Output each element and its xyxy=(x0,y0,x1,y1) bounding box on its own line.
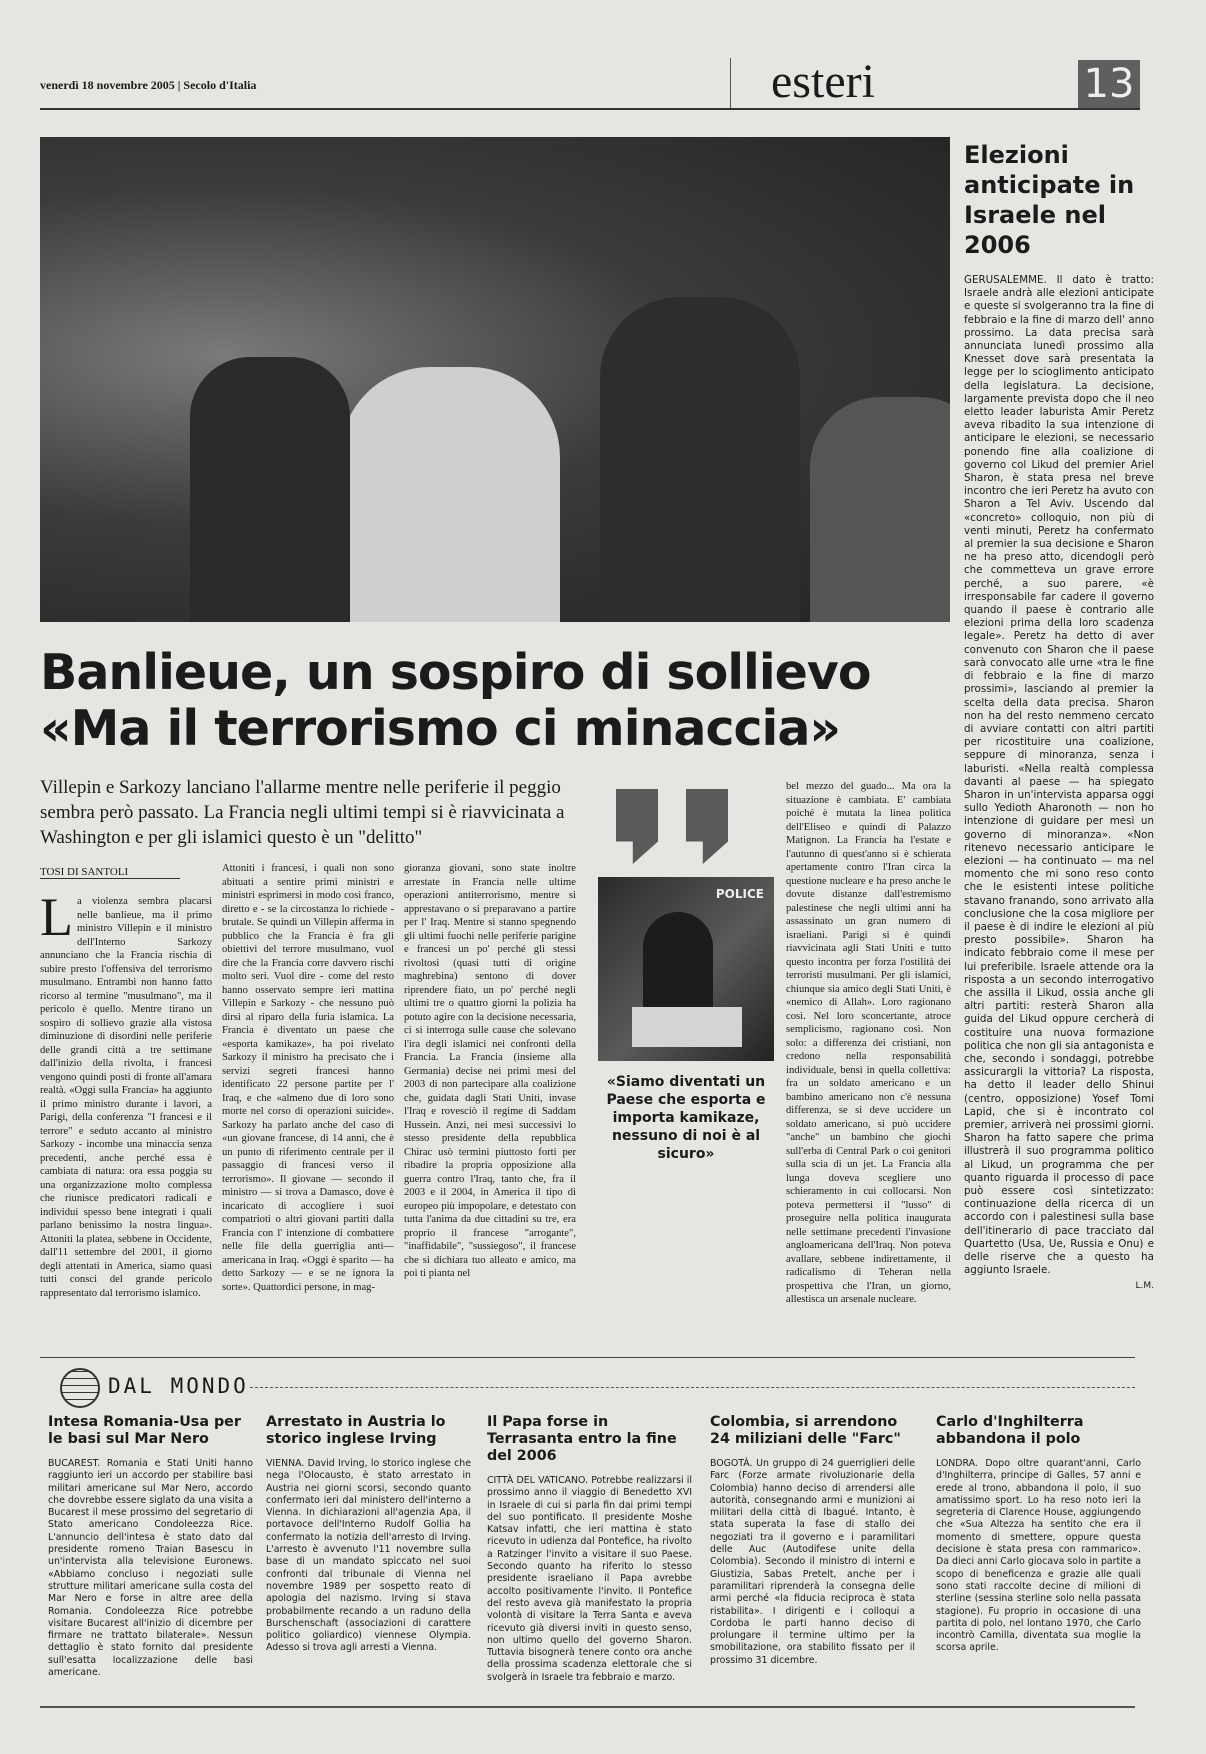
brief-item xyxy=(487,1414,692,1684)
brief-item xyxy=(936,1414,1141,1655)
page-date: venerdì 18 novembre 2005 | Secolo d'Italia xyxy=(40,78,257,92)
headline-line-1: Banlieue, un sospiro di sollievo xyxy=(40,644,871,701)
police-sign: POLICE xyxy=(715,887,764,901)
article-column-3: gioranza giovani, sono state inoltre arrestate in Francia nelle ultime operazioni antiterrorismo, mentre si apprestavano o si preparavano a partire per l' Iraq. Mentre si stanno spegnendo gli ultimi fuochi nelle periferie parigine e francesi un po' perché gli stessi rivoltosi (quasi tutti di origine maghrebina) sentono di dover riprendere fiato, un po' perché negli ultimi tre o quattro giorni la polizia ha potuto agire con la decisione necessaria, ci si interroga sulle cause che solevano l'ira degli islamici nei confronti della Francia. La Francia (insieme alla Germania) decise nei primi mesi del 2003 di non partecipare alla coalizione che, guidata dagli Stati Uniti, invase l'Iraq e rovesciò il regime di Saddam Hussein. Anzi, nei mesi successivi lo stesso presidente della repubblica Chirac usò termini piuttosto forti per ribadire la propria opposizione alla guerra contro l'Iraq, tanto che, fra il 2003 e il 2004, in America il tipo di europeo più impopolare, e detestato con tutta l'anima da due cittadini su tre, era proprio il francese "arrogante", "inaffidabile", "sussiegoso", il francese che si dichiara tuo alleato e amico, ma poi ti pianta nel xyxy=(404,863,576,1279)
brief-title: Colombia, si arrendono 24 miliziani delle "Farc" xyxy=(710,1414,901,1447)
dal-mondo-banner xyxy=(60,1364,250,1404)
brief-item xyxy=(710,1414,915,1667)
page-header xyxy=(40,55,1140,110)
brief-text: BUCAREST. Romania e Stati Uniti hanno raggiunto ieri un accordo per stabilire basi militari americane sul Mar Nero, accordo che dovrebbe essere siglato da una visita a Bucarest il mese prossimo del segretario di Stato americano Condoleezza Rice. L'annuncio dell'intesa è stato dato dal presidente romeno Traian Basescu in un'intervista alla televisione Euronews. «Abbiamo concluso i negoziati sulle strutture militari americane sulla costa del Mar Nero e forse in altre aree della Romania. Condoleezza Rice potrebbe visitare Bucarest all'inizio di dicembre per firmare ne trattato bilaterale». Nessun dettaglio è stato fornito dal presidente sull'esatta localizzazione delle basi americane. xyxy=(48,1458,253,1679)
article-byline: TOSI DI SANTOLI xyxy=(40,866,180,879)
sidebar-title: Elezioni anticipate in Israele nel 2006 xyxy=(964,141,1135,259)
brief-text: BOGOTÀ. Un gruppo di 24 guerriglieri delle Farc (Forze armate rivoluzionarie della Colombia) hanno deciso di arrendersi alle autorità, consegnando armi e munizioni ai militari della città di Ibagué. Intanto, è stata superata la fase di stallo dei negoziati tra il governo e i paramilitari delle Auc (Autodifese unite della Colombia). Secondo il ministro di interni e Giustizia, Sabas Pretelt, anche per i paramilitari riprenderà la consegna delle armi perché «la fiducia reciproca è stata ristabilita». I dirigenti e i colloqui a Cordoba le parti hanno deciso di prolungare il termine ultimo per la smobilitazione, ora stabilito fissato per il prossimo 31 dicembre. xyxy=(710,1458,915,1666)
globe-icon xyxy=(60,1368,100,1408)
dal-mondo-label: DAL MONDO xyxy=(108,1374,249,1398)
dropcap: L xyxy=(40,887,73,947)
headline-line-2: «Ma il terrorismo ci minaccia» xyxy=(40,700,841,757)
section-title: esteri xyxy=(730,58,991,108)
article-subheadline: Villepin e Sarkozy lanciano l'allarme mentre nelle periferie il peggio sembra però passato. La Francia negli ultimi tempi si è riavvicinata a Washington e per gli islamici questo è un "delitto" xyxy=(40,777,565,848)
brief-item xyxy=(48,1414,253,1679)
brief-item xyxy=(266,1414,471,1655)
column-1-text: a violenza sembra placarsi nelle banlieue, ma il primo ministro Villepin e il ministro dell'Interno Sarkozy annunciano che la Francia rischia di subire presto l'offensiva del terrorismo musulmano. Entrambi non hanno fatto ricorso al termine "musulmano", ma il pericolo è quello. Mentre tirano un sospiro di sollievo grazie alla vistosa diminuzione di disordini nelle periferie delle grandi città a tre settimane dall'inizio della rivolta, i francesi vengono quindi posti di fronte all'amara realtà. «Oggi sulla Francia» ha aggiunto il primo ministro durante i lavori, a Parigi, della conferenza "I francesi e il terrore" e seduto accanto al ministro Sarkozy - incombe una minaccia senza precedenti, anche perché essa è cambiata di natura: ora essa poggia su una organizzazione molto complessa che riunisce predicatori radicali e individui spesso bene integrati i quali parlano benissimo la nostra lingua». Attoniti la platea, sebbene in Occidente, dall'11 settembre del 2001, il giorno degli attentati in America, siamo quasi tutti consci del grande pericolo rappresentato dal terrorismo islamico. xyxy=(40,896,212,1299)
paper-name: Secolo d'Italia xyxy=(183,78,257,92)
article-column-1 xyxy=(40,887,212,1300)
brief-text: VIENNA. David Irving, lo storico inglese che nega l'Olocausto, è stato arrestato in Austria nei giorni scorsi, secondo quanto confermato ieri dal ministero dell'interno a Vienna. In dichiarazioni all'agenzia Apa, il portavoce dell'Interno Rudolf Gollia ha confermato la notizia dell'arresto di Irving. L'arresto è avvenuto l'11 novembre sulla base di un mandato spiccato nel suoi confronti dal tribunale di Vienna nel novembre 1989 per sospetto reato di apologia del nazismo. Irving si stava probabilmente recando a un raduno della Burschenschaft (associazioni di carattere politico goliardico) viennese Olympia. Adesso si trova agli arresti a Vienna. xyxy=(266,1458,471,1654)
brief-title: Carlo d'Inghilterra abbandona il polo xyxy=(936,1414,1084,1447)
brief-text: CITTÀ DEL VATICANO. Potrebbe realizzarsi il prossimo anno il viaggio di Benedetto XVI in Israele di cui si parla fin dai primi tempi del suo pontificato. Il presidente Moshe Katsav infatti, che ieri mattina è stato ricevuto in udienza dal Pontefice, ha rivolto a Ratzinger l'invito a visitare il suo Paese. Secondo quanto ha riferito lo stesso presidente israeliano il Papa avrebbe accolto positivamente l'invito. Il Pontefice del resto aveva già manifestato la propria volontà di visitare la Terra Santa e aveva ricevuto già diversi inviti in questo senso, non ultimo quello del governo Sharon. Tuttavia bisognerà tenere conto ora anche della prossima scadenza elettorale che si svolgerà in Israele tra febbraio e marzo. xyxy=(487,1475,692,1683)
quote-marks-icon xyxy=(616,789,736,864)
sidebar-text: GERUSALEMME. Il dato è tratto: Israele andrà alle elezioni anticipate e queste si svolgeranno tra la fine di febbraio e la fine di marzo dell' anno prossimo. La data precisa sarà annunciata lunedì prossimo alla Knesset dove sarà presentata la legge per lo scioglimento anticipato della legislatura. La decisione, largamente prevista dopo che il neo eletto leader laburista Amir Peretz aveva ribadito la sua intenzione di anticipare le elezioni, se necessario ponendo fine alla coalizione di governo col Likud del premier Ariel Sharon, è stata presa nel breve incontro che ieri Peretz ha avuto con Sharon a Tel Aviv. Uscendo dal «concreto» colloquio, non più di venti minuti, Peretz ha confermato al premier la sua decisione e Sharon ne ha preso atto, dicendogli però che commetteva un grave errore perché, a suo parere, «è irresponsabile far cadere il governo quando il paese è contrario alle elezioni prima della loro scadenza legale». Peretz ha detto di aver convenuto con Sharon che il paese sarà convocato alle urne «tra le fine di febbraio e la fine di marzo prossimi», lasciando al premier la scelta della data precisa. Sharon non ha del resto nemmeno cercato di avviare contatti con altri partiti per ricostituire una coalizione, seppure di minoranza, senza i laburisti. «Nella realtà complessa davanti al paese — ha spiegato Sharon in un'intervista apparsa oggi sullo Yedioth Aharonoth — non ho intenzione di guidare per mesi un governo di minoranza». «Non ritenevo necessario anticipare le elezioni — ha continuato — ma nel momento che mi sono reso conto che le esistenti intese politiche stavano franando, sono arrivato alla conclusione che la cosa migliore per il paese è di indire le elezioni al più presto possibile». Sharon ha indicato febbraio come il mese per lui preferibile. Israele attende ora la risposta a un secondo interrogativo che assilla il Likud, ossia anche gli altri partiti: resterà Sharon alla guida del Likud oppure cercherà di costituire una nuova formazione politica che non gli sia antagonista e che, secondo i sondaggi, potrebbe assicurargli la vittoria? La risposta, ha detto il leader dello Shinui (centro, opposizione) Yosef Tomi Lapid, che si è incontrato col premier, arriverà nei prossimi giorni. Sharon ha fatto sapere che prima illustrerà il suo programma politico al Likud, un programma che per quanto riguarda il processo di pace può essere così sintetizzato: continuazione della ricerca di un accordo con i palestinesi sulla base dell'itinerario di pace tracciato dal Quartetto (Usa, Ue, Russia e Onu) e delle riserve che a questo ha aggiunto Israele. xyxy=(964,274,1154,1277)
sarkozy-photo xyxy=(598,877,774,1061)
main-photo xyxy=(40,137,950,622)
article-column-2: Attoniti i francesi, i quali non sono abituati a sentire primi ministri e ministri esprimersi in modo così franco, diretto e - se la circostanza lo richiede - brutale. Se quindi un Villepin afferma in pubblico che la Francia è fra gli obiettivi del terrore musulmano, vuol dire che la Francia corre davvero rischi molto seri. Vuol dire - come del resto hanno osservato sempre ieri mattina Villepin e Sarkozy - che nessuno può dirsi al riparo della furia islamica. La Francia è diventato un paese che «esporta kamikaze», ha poi rivelato Sarkozy il ministro ha precisato che i servizi segreti francesi hanno identificato 22 persone partite per l' Iraq, e che «almeno due di loro sono morte nel corso di operazioni suicide». Sarkozy ha parlato anche del caso di «un giovane francese, di 14 anni, che è un punto di riferimento centrale per il passaggio di francesi verso il terrorismo». Il giovane — secondo il ministro — si trova a Damasco, dove è incaricato di accogliere i suoi compatrioti o altri giovani partiti dalla Francia con l' intenzione di combattere nelle file della guerriglia anti—americana in Iraq. «Oggi è sparito — ha detto Sarkozy — e se ne ignora la sorte». Quattordici persone, in mag- xyxy=(222,863,394,1293)
article-headline xyxy=(40,645,940,757)
sidebar-article xyxy=(964,140,1154,1291)
brief-title: Intesa Romania-Usa per le basi sul Mar Nero xyxy=(48,1414,241,1447)
pull-quote: «Siamo diventati un Paese che esporta e importa kamikaze, nessuno di noi è al sicuro» xyxy=(606,1074,766,1162)
article-column-4: bel mezzo del guado... Ma ora la situazione è cambiata. E' cambiata poiché è mutata la linea politica dell'Eliseo e quindi di Palazzo Matignon. La Francia ha l'estate e l'autunno di quest'anno si è schierata apertamente contro l'Iran circa la questione nucleare e ha preso anche le dovute distanze dall'estremismo palestinese che negli ultimi anni ha assassinato un gran numero di israeliani. Parigi si è quindi riavvicinata agli Stati Uniti e tutto questo incontra per forza l'ostilità dei terroristi musulmani. Per gli islamici, chiunque sia amico degli Stati Uniti, è «nemico di Allah». Loro ragionano così. Nel loro sconcertante, atroce semplicismo, ragionano così. Non solo: a differenza dei cristiani, non credono nella responsabilità individuale, bensì in quella collettiva: fra un soldato americano e un bambino americano non c'è nessuna differenza, se si deve uccidere un soldato americano, si può uccidere "anche" un bambino che giochi sull'erba di Central Park o coi genitori sulla scia di un jet. La Francia alla lunga doveva scegliere uno schieramento in cui collocarsi. Non poteva permettersi il "lusso" di proseguire nella politica inaugurata nelle settimane precedenti l'invasione angloamericana dell'Iraq. Non poteva avallare, sebbene indirettamente, il radicalismo di Teheran nella prospettiva che l'Iran, un giorno, allestisca un arsenale nucleare. xyxy=(786,781,951,1305)
page-number: 13 xyxy=(1078,60,1140,108)
sidebar-signature: L.M. xyxy=(1135,1281,1154,1292)
date-text: venerdì 18 novembre 2005 xyxy=(40,78,175,92)
brief-title: Il Papa forse in Terrasanta entro la fine del 2006 xyxy=(487,1414,677,1464)
brief-title: Arrestato in Austria lo storico inglese Irving xyxy=(266,1414,446,1447)
brief-text: LONDRA. Dopo oltre quarant'anni, Carlo d'Inghilterra, principe di Galles, 57 anni e erede al trono, abbandona il polo, il suo amatissimo sport. Lo ha reso noto ieri la segreteria di Clarence House, aggiungendo che «Sua Altezza ha sentito che era il momento di smettere, oppure questa decisione è stata presa con rammarico». Da dieci anni Carlo giocava solo in partite a scopo di beneficenza e grazie alle quali sono stati raccolte decine di milioni di sterline (sessina sterline solo nella passata stagione). Fu proprio in occasione di una partita di polo, nel lontano 1970, che Carlo incontrò Camilla, diventata sua moglie la scorsa aprile. xyxy=(936,1458,1141,1654)
